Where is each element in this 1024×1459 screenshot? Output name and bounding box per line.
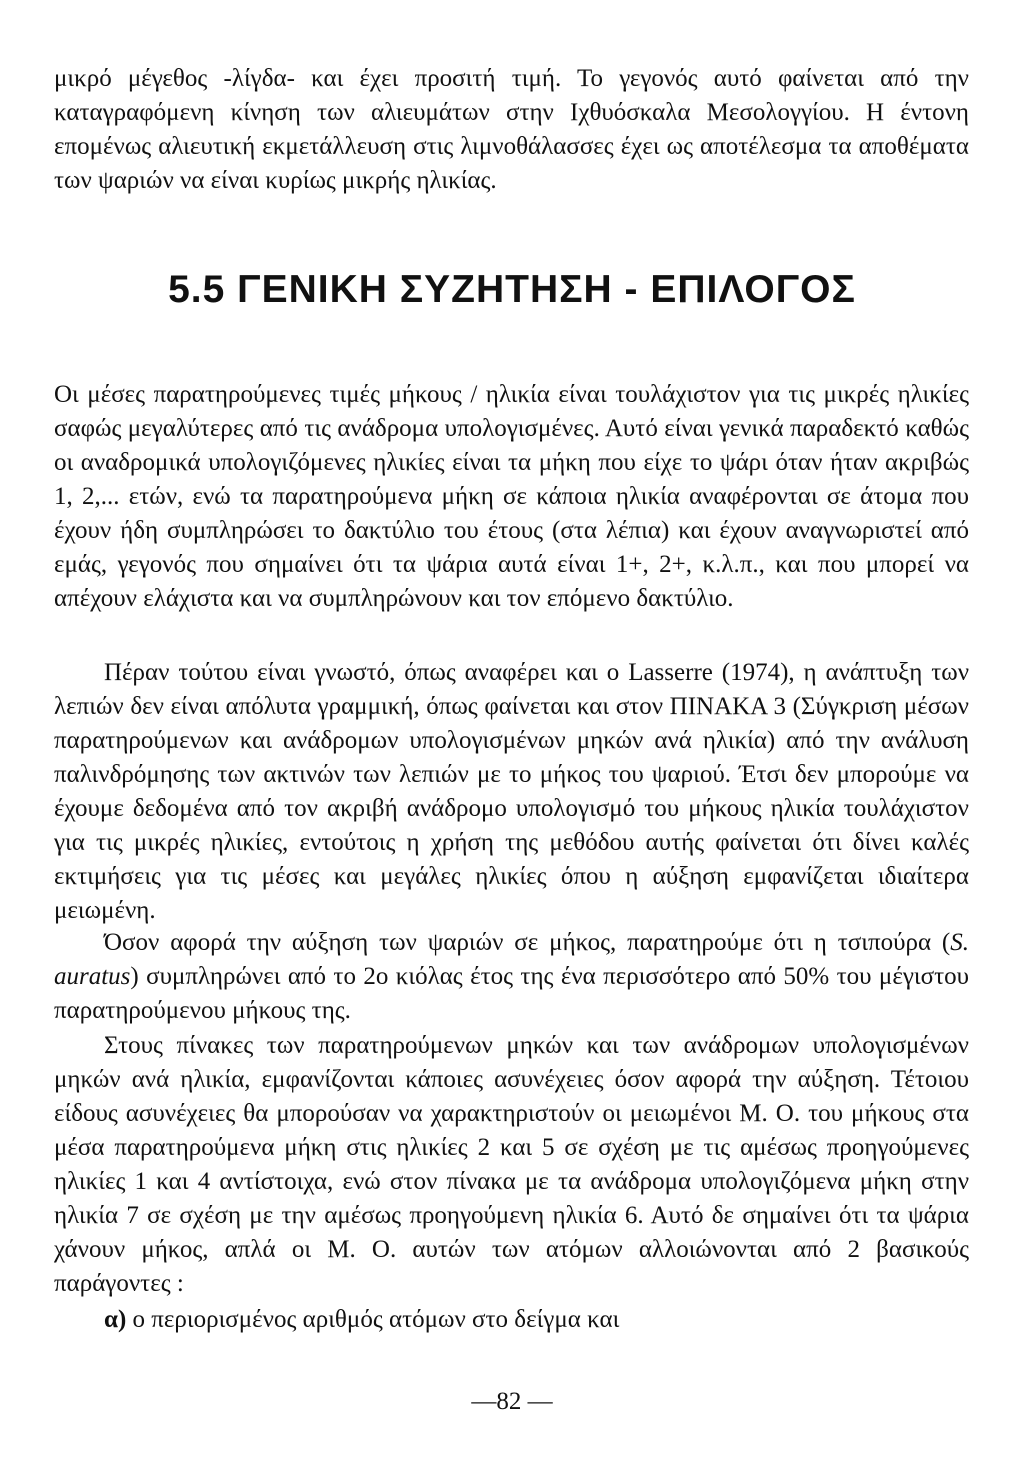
paragraph-growth: [54, 926, 969, 1028]
list-item-a: [54, 1303, 969, 1337]
page-number: —82 —: [471, 1388, 553, 1415]
paragraph-intro: μικρό μέγεθος -λίγδα- και έχει προσιτή τιμή. Το γεγονός αυτό φαίνεται από την καταγραφόμενη κίνηση των αλιευμάτων στην Ιχθυόσκαλα Μεσολογγίου. Η έντονη επομένως αλιευτική εκμετάλλευση στις λιμνοθάλασσες έχει ως αποτέλεσμα τα αποθέματα των ψαριών να είναι κυρίως μικρής ηλικίας.: [54, 65, 969, 194]
list-item-text: ο περιορισμένος αριθμός ατόμων στο δείγμα και: [126, 1306, 620, 1333]
paragraph-discontinuities: Στους πίνακες των παρατηρούμενων μηκών και των ανάδρομων υπολογισμένων μηκών ανά ηλικία, εμφανίζονται κάποιες ασυνέχειες όσον αφορά την αύξηση. Τέτοιου είδους ασυνέχειες θα μπορούσαν να χαρακτηριστούν οι μειωμένοι Μ. Ο. του μήκους στα μέσα παρατηρούμενα μήκη στις ηλικίες 2 και 5 σε σχέση με τις αμέσως προηγούμενες ηλικίες 1 και 4 αντίστοιχα, ενώ στον πίνακα με τα ανάδρομα υπολογιζόμενα μήκη στην ηλικία 7 σε σχέση με την αμέσως προηγούμενη ηλικία 6. Αυτό δε σημαίνει ότι τα ψάρια χάνουν μήκος, απλά οι Μ. Ο. αυτών των ατόμων αλλοιώνονται από 2 βασικούς παράγοντες :: [54, 1032, 969, 1297]
species-name: S. auratus: [54, 929, 969, 990]
list-item-label: α): [104, 1306, 127, 1333]
growth-text-end: ) συμπληρώνει από το 2ο κιόλας έτος της ένα περισσότερο από 50% του μέγιστου παρατηρούμενου μήκους της.: [54, 963, 969, 1024]
paragraph-lasserre: Πέραν τούτου είναι γνωστό, όπως αναφέρει και ο Lasserre (1974), η ανάπτυξη των λεπιών δεν είναι απόλυτα γραμμική, όπως φαίνεται και στον ΠΙΝΑΚΑ 3 (Σύγκριση μέσων παρατηρούμενων και ανάδρομων υπολογισμένων μηκών ανά ηλικία) από την ανάλυση παλινδρόμησης των ακτινών των λεπιών με το μήκος του ψαριού. Έτσι δεν μπορούμε να έχουμε δεδομένα από τον ακριβή ανάδρομο υπολογισμό του μήκους ηλικία τουλάχιστον για τις μικρές ηλικίες, εντούτοις η χρήση της μεθόδου αυτής φαίνεται ότι δίνει καλές εκτιμήσεις για τις μέσες και μεγάλες ηλικίες όπου η αύξηση εμφανίζεται ιδιαίτερα μειωμένη.: [54, 659, 969, 924]
section-heading: 5.5 ΓΕΝΙΚΗ ΣΥΖΗΤΗΣΗ - ΕΠΙΛΟΓΟΣ: [168, 268, 856, 311]
paragraph-mean-values: Οι μέσες παρατηρούμενες τιμές μήκους / ηλικία είναι τουλάχιστον για τις μικρές ηλικίες σαφώς μεγαλύτερες από τις ανάδρομα υπολογισμένες. Αυτό είναι γενικά παραδεκτό καθώς οι αναδρομικά υπολογιζόμενες ηλικίες είναι τα μήκη που είχε το ψάρι όταν ήταν ακριβώς 1, 2,... ετών, ενώ τα παρατηρούμενα μήκη σε κάποια ηλικία αναφέρονται σε άτομα που έχουν ήδη συμπληρώσει το δακτύλιο του έτους (στα λέπια) και έχουν αναγνωριστεί από εμάς, γεγονός που σημαίνει ότι τα ψάρια αυτά είναι 1+, 2+, κ.λ.π., και που μπορεί να απέχουν ελάχιστα και να συμπληρώνουν και τον επόμενο δακτύλιο.: [54, 381, 969, 612]
growth-text-start: Όσον αφορά την αύξηση των ψαριών σε μήκος, παρατηρούμε ότι η τσιπούρα (: [104, 929, 951, 956]
